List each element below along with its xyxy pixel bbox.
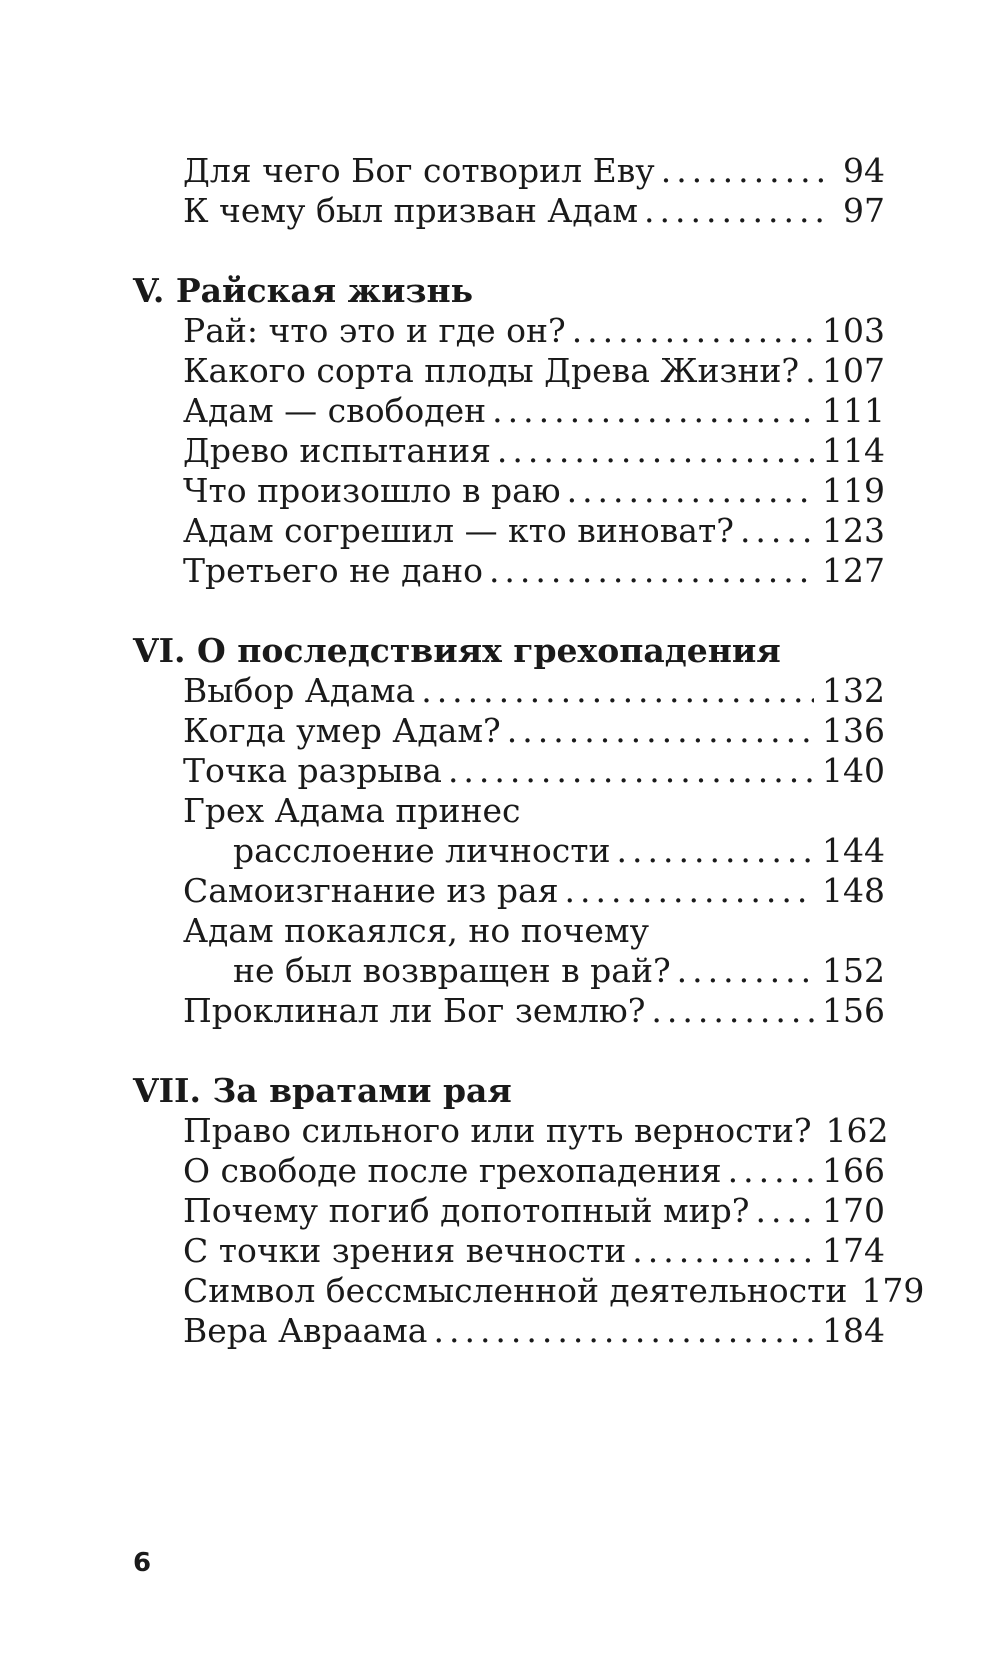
entry-page: 174	[822, 1231, 885, 1270]
dot-leader	[567, 470, 814, 512]
dot-leader	[805, 350, 814, 392]
entry-page: 111	[822, 391, 885, 430]
toc-entry	[183, 870, 885, 912]
entry-title: Адам согрешил — кто виноват?	[183, 511, 734, 550]
entry-title: Выбор Адама	[183, 671, 416, 710]
toc-entry	[183, 750, 885, 792]
entry-page: 179	[861, 1271, 925, 1310]
entry-title-line1: Адам покаялся, но почему	[183, 911, 650, 950]
toc-entry	[183, 1190, 885, 1232]
entry-page: 140	[822, 751, 885, 790]
dot-leader	[572, 310, 814, 352]
entry-page: 184	[822, 1311, 885, 1350]
entry-page: 94	[843, 151, 885, 190]
toc-entry	[183, 550, 885, 592]
entry-page: 152	[822, 951, 885, 990]
section-heading: V. Райская жизнь	[133, 271, 474, 310]
dot-leader	[448, 750, 814, 792]
entry-page: 170	[822, 1191, 885, 1230]
dot-leader	[740, 510, 814, 552]
toc-entry	[183, 430, 885, 472]
entry-page: 123	[822, 511, 885, 550]
entry-page: 107	[822, 351, 885, 390]
toc-entry	[183, 510, 885, 552]
entry-title: Точка разрыва	[183, 751, 442, 790]
dot-leader	[728, 1150, 814, 1192]
section-heading: VI. О последствиях грехопадения	[133, 631, 781, 670]
toc-entry	[183, 470, 885, 512]
dot-leader	[489, 550, 814, 592]
dot-leader	[492, 390, 814, 432]
dot-leader	[617, 830, 814, 872]
toc-entry	[183, 310, 885, 352]
entry-title: Право сильного или путь верности?	[183, 1111, 812, 1150]
dot-leader	[755, 1190, 814, 1232]
toc-entry	[183, 190, 885, 232]
entry-page: 97	[843, 191, 885, 230]
entry-title: Какого сорта плоды Древа Жизни?	[183, 351, 800, 390]
dot-leader	[497, 430, 814, 472]
toc-entry	[183, 1230, 885, 1272]
section-heading: VII. За вратами рая	[133, 1071, 512, 1110]
entry-title: Что произошло в раю	[183, 471, 561, 510]
entry-title: Для чего Бог сотворил Еву	[183, 151, 655, 190]
dot-leader	[661, 150, 829, 192]
entry-page: 132	[822, 671, 885, 710]
entry-page: 103	[822, 311, 885, 350]
entry-title: не был возвращен в рай?	[233, 951, 671, 990]
toc-entry	[183, 1310, 885, 1352]
toc-entry	[183, 1150, 885, 1192]
toc-entry	[233, 830, 885, 872]
entry-title: Когда умер Адам?	[183, 711, 501, 750]
toc-entry	[183, 710, 885, 752]
entry-title-line1: Грех Адама принес	[183, 791, 521, 830]
toc-entry	[183, 1110, 889, 1152]
entry-page: 148	[822, 871, 885, 910]
dot-leader	[507, 710, 814, 752]
dot-leader	[421, 670, 814, 712]
dot-leader	[644, 190, 829, 232]
entry-page: 114	[822, 431, 885, 470]
entry-page: 144	[822, 831, 885, 870]
entry-title: Почему погиб допотопный мир?	[183, 1191, 750, 1230]
toc-entry	[183, 1270, 925, 1312]
dot-leader	[433, 1310, 814, 1352]
entry-title: Третьего не дано	[183, 551, 483, 590]
entry-title: расслоение личности	[233, 831, 611, 870]
entry-title: С точки зрения вечности	[183, 1231, 627, 1270]
entry-title: Адам — свободен	[183, 391, 487, 430]
entry-title: Самоизгнание из рая	[183, 871, 559, 910]
dot-leader	[677, 950, 814, 992]
dot-leader	[632, 1230, 814, 1272]
toc-entry	[233, 950, 885, 992]
toc-entry	[183, 390, 885, 432]
entry-page: 136	[822, 711, 885, 750]
toc-entry	[183, 990, 885, 1032]
dot-leader	[565, 870, 814, 912]
entry-page: 166	[822, 1151, 885, 1190]
toc-entry	[183, 150, 885, 192]
entry-page: 127	[822, 551, 885, 590]
entry-title: Древо испытания	[183, 431, 491, 470]
entry-page: 156	[822, 991, 885, 1030]
entry-title: Символ бессмысленной деятельности	[183, 1271, 848, 1310]
toc-entry	[183, 670, 885, 712]
entry-title: Рай: что это и где он?	[183, 311, 566, 350]
entry-page: 162	[825, 1111, 889, 1150]
entry-page: 119	[822, 471, 885, 510]
entry-title: Вера Авраама	[183, 1311, 428, 1350]
page-number: 6	[133, 1548, 152, 1578]
entry-title: О свободе после грехопадения	[183, 1151, 722, 1190]
toc-entry	[183, 350, 885, 392]
entry-title: Проклинал ли Бог землю?	[183, 991, 646, 1030]
entry-title: К чему был призван Адам	[183, 191, 639, 230]
dot-leader	[651, 990, 814, 1032]
